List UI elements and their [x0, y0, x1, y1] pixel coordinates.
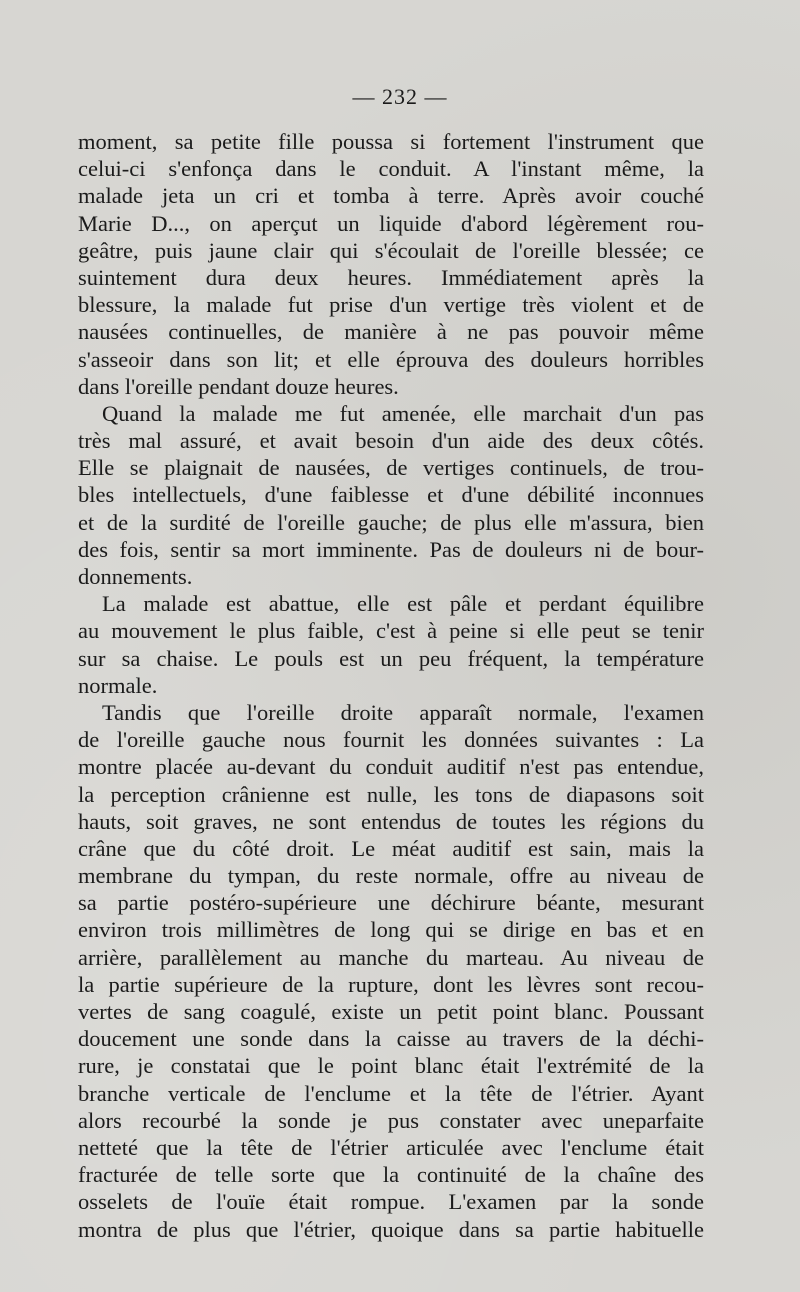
text-line: blessure, la malade fut prise d'un vertige très violent et de	[78, 292, 704, 318]
paragraph	[78, 400, 704, 590]
body-text	[78, 128, 704, 1243]
text-line: montra de plus que l'étrier, quoique dans sa partie habituelle	[78, 1216, 704, 1242]
text-line: Tandis que l'oreille droite apparaît normale, l'examen	[102, 699, 704, 725]
text-line: moment, sa petite fille poussa si fortement l'instrument que	[78, 129, 704, 154]
text-line: sa partie postéro-supérieure une déchirure béante, mesurant	[78, 890, 704, 916]
text-line: La malade est abattue, elle est pâle et perdant équilibre	[102, 591, 704, 617]
text-line: normale.	[78, 672, 158, 698]
text-line: Elle se plaignait de nausées, de vertiges continuels, de trou-	[78, 455, 704, 481]
text-line: sur sa chaise. Le pouls est un peu fréquent, la température	[78, 645, 704, 671]
paragraph	[78, 699, 704, 1243]
text-line: dans l'oreille pendant douze heures.	[78, 373, 399, 399]
text-line: rure, je constatai que le point blanc était l'extrémité de la	[78, 1053, 704, 1079]
text-line: fracturée de telle sorte que la continuité de la chaîne des	[78, 1162, 704, 1188]
text-line: de l'oreille gauche nous fournit les données suivantes : La	[78, 727, 704, 753]
text-line: osselets de l'ouïe était rompue. L'examen par la sonde	[78, 1189, 704, 1215]
text-line: la perception crânienne est nulle, les tons de diapasons soit	[78, 781, 704, 807]
text-line: arrière, parallèlement au manche du marteau. Au niveau de	[78, 944, 704, 970]
paragraph	[78, 590, 704, 699]
text-line: au mouvement le plus faible, c'est à peine si elle peut se tenir	[78, 618, 704, 644]
text-line: nausées continuelles, de manière à ne pas pouvoir même	[78, 319, 704, 345]
text-line: et de la surdité de l'oreille gauche; de plus elle m'assura, bien	[78, 509, 704, 535]
page-number: — 232 —	[352, 84, 448, 109]
text-line: vertes de sang coagulé, existe un petit point blanc. Poussant	[78, 999, 704, 1024]
text-line: Quand la malade me fut amenée, elle marchait d'un pas	[102, 400, 704, 426]
text-line: hauts, soit graves, ne sont entendus de toutes les régions du	[78, 808, 704, 834]
text-line: geâtre, puis jaune clair qui s'écoulait de l'oreille blessée; ce	[78, 237, 704, 263]
text-line: très mal assuré, et avait besoin d'un aide des deux côtés.	[78, 428, 704, 454]
text-line: celui-ci s'enfonça dans le conduit. A l'instant même, la	[78, 156, 704, 182]
text-line: montre placée au-devant du conduit auditif n'est pas entendue,	[78, 754, 704, 780]
text-line: la partie supérieure de la rupture, dont les lèvres sont recou-	[78, 971, 704, 997]
paragraph	[78, 128, 704, 400]
text-line: netteté que la tête de l'étrier articulée avec l'enclume était	[78, 1134, 704, 1160]
text-line: membrane du tympan, du reste normale, offre au niveau de	[78, 863, 704, 889]
text-line: suintement dura deux heures. Immédiatement après la	[78, 264, 704, 290]
text-line: environ trois millimètres de long qui se dirige en bas et en	[78, 917, 704, 943]
text-line: malade jeta un cri et tomba à terre. Après avoir couché	[78, 183, 704, 209]
text-line: crâne que du côté droit. Le méat auditif est sain, mais la	[78, 835, 704, 861]
text-line: branche verticale de l'enclume et la tête de l'étrier. Ayant	[78, 1080, 704, 1106]
text-line: des fois, sentir sa mort imminente. Pas de douleurs ni de bour-	[78, 536, 704, 562]
text-line: Marie D..., on aperçut un liquide d'abord légèrement rou-	[78, 210, 704, 236]
text-line: donnements.	[78, 564, 193, 589]
text-line: doucement une sonde dans la caisse au travers de la déchi-	[78, 1026, 704, 1052]
text-line: bles intellectuels, d'une faiblesse et d'une débilité inconnues	[78, 482, 704, 508]
text-line: alors recourbé la sonde je pus constater avec uneparfaite	[78, 1107, 704, 1133]
text-line: s'asseoir dans son lit; et elle éprouva des douleurs horribles	[78, 346, 704, 372]
